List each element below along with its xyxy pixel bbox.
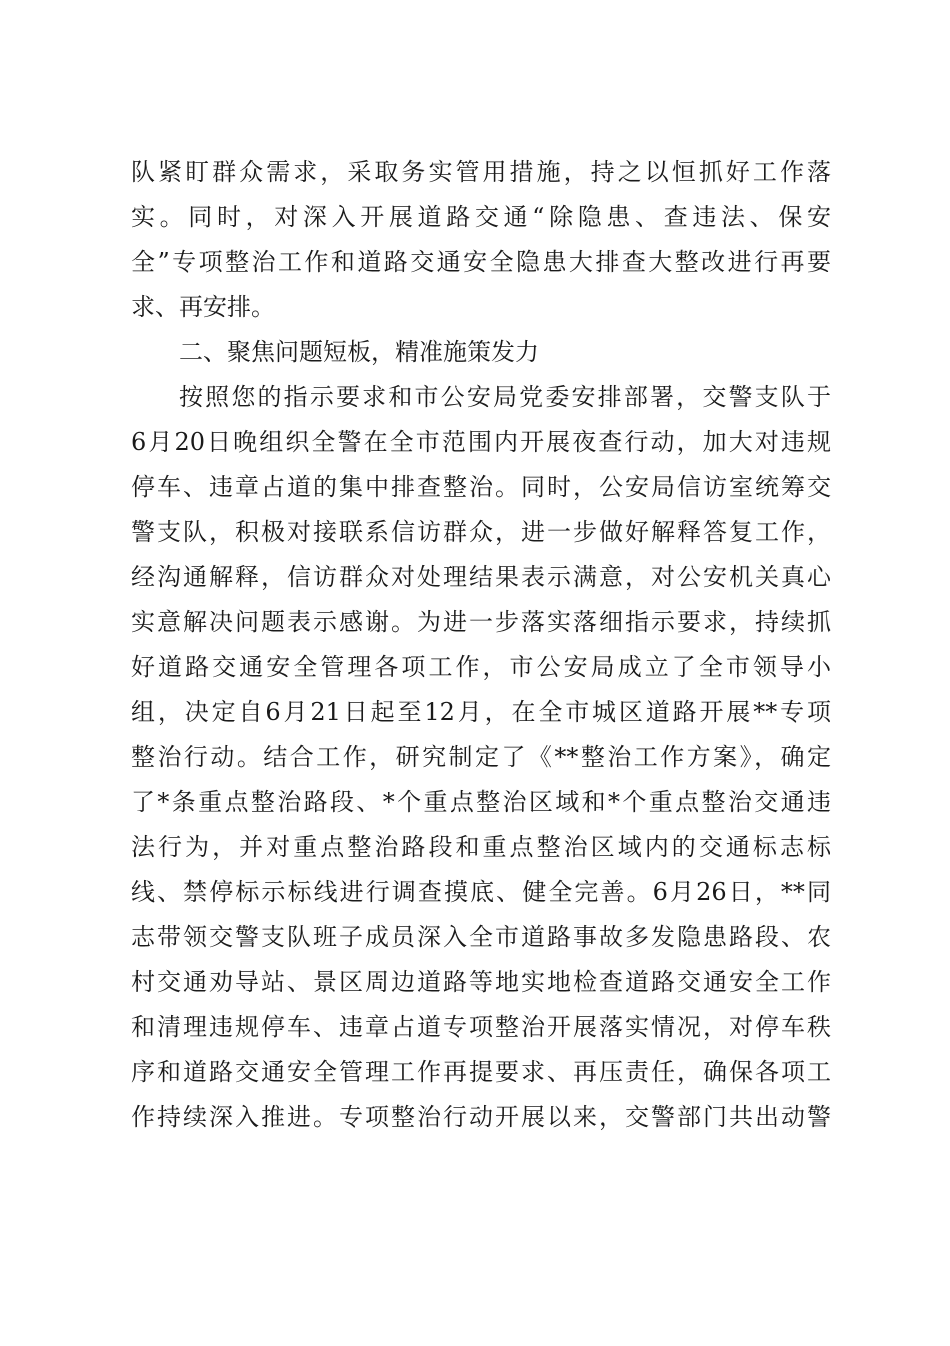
text-line: 全”专项整治工作和道路交通安全隐患大排查大整改进行再要 [131,248,831,276]
text-line: 组，决定自6月21日起至12月，在全市城区道路开展**专项 [131,698,831,726]
text-line: 了*条重点整治路段、*个重点整治区域和*个重点整治交通违 [131,788,831,816]
text-line: 实。同时，对深入开展道路交通“除隐患、查违法、保安 [131,203,831,231]
text-line: 线、禁停标示标线进行调查摸底、健全完善。6月26日，**同 [131,878,831,906]
text-line: 按照您的指示要求和市公安局党委安排部署，交警支队于 [179,383,831,411]
text-line: 作持续深入推进。专项整治行动开展以来，交警部门共出动警 [131,1103,831,1131]
text-line: 整治行动。结合工作，研究制定了《**整治工作方案》，确定 [131,743,831,771]
text-line: 法行为，并对重点整治路段和重点整治区域内的交通标志标 [131,833,831,861]
text-line: 好道路交通安全管理各项工作，市公安局成立了全市领导小 [131,653,831,681]
text-line: 志带领交警支队班子成员深入全市道路事故多发隐患路段、农 [131,923,831,951]
text-line: 经沟通解释，信访群众对处理结果表示满意，对公安机关真心 [131,563,831,591]
text-line: 实意解决问题表示感谢。为进一步落实落细指示要求，持续抓 [131,608,831,636]
text-line: 警支队，积极对接联系信访群众，进一步做好解释答复工作， [131,518,831,546]
text-line: 队紧盯群众需求，采取务实管用措施，持之以恒抓好工作落 [131,158,831,186]
text-line: 求、再安排。 [131,293,275,321]
text-line: 和清理违规停车、违章占道专项整治开展落实情况，对停车秩 [131,1013,831,1041]
text-line: 停车、违章占道的集中排查整治。同时，公安局信访室统筹交 [131,473,831,501]
text-line: 6月20日晚组织全警在全市范围内开展夜查行动，加大对违规 [131,428,831,456]
section-heading: 二、聚焦问题短板，精准施策发力 [179,338,539,366]
text-line: 村交通劝导站、景区周边道路等地实地检查道路交通安全工作 [131,968,831,996]
text-line: 序和道路交通安全管理工作再提要求、再压责任，确保各项工 [131,1058,831,1086]
